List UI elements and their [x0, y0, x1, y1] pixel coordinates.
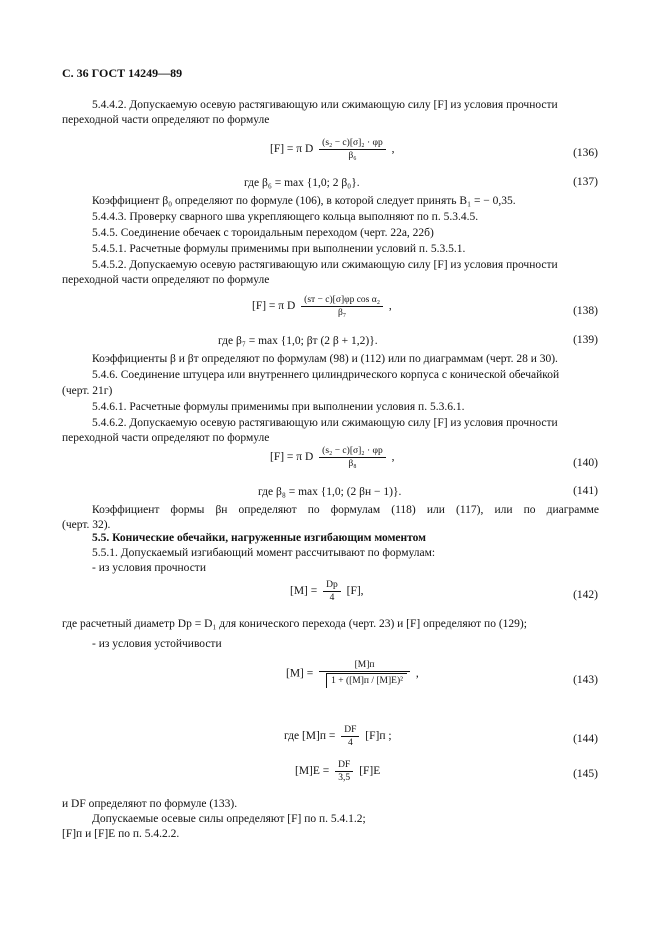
paragraph-5-4-5-2-cont: переходной части определяют по формуле [62, 274, 270, 286]
paragraph-5-4-6: 5.4.6. Соединение штуцера или внутреннего цилиндрического корпуса с конической обечайкой [92, 369, 560, 381]
equation-number-138: (138) [573, 305, 598, 317]
formula-142-lhs: [M] = [290, 585, 318, 598]
formula-138-lhs: [F] = π D [252, 300, 296, 313]
formula-138 [252, 295, 392, 318]
equation-number-144: (144) [573, 733, 598, 745]
formula-144-fraction [341, 725, 359, 748]
equation-number-141: (141) [573, 485, 598, 497]
paragraph-5-4-5: 5.4.5. Соединение обечаек с тороидальным переходом (черт. 22а, 22б) [92, 227, 434, 239]
formula-143-fraction [319, 660, 410, 688]
formula-140-lhs: [F] = π D [270, 451, 314, 464]
paragraph-5-4-4-3: 5.4.4.3. Проверку сварного шва укрепляющего кольца выполняют по п. 5.3.4.5. [92, 211, 479, 223]
paragraph-5-4-5-2: 5.4.5.2. Допускаемую осевую растягивающую или сжимающую силу [F] из условия прочности [92, 259, 558, 271]
formula-145-fraction [335, 760, 353, 783]
formula-142 [290, 580, 364, 603]
formula-142-rhs: [F], [346, 585, 364, 598]
equation-number-137: (137) [573, 176, 598, 188]
formula-139: где β₇ = max {1,0; βт (2 β + 1,2)}. [218, 335, 378, 347]
formula-143-sqrt: 1 + ([M]п / [M]E)² [326, 673, 407, 688]
equation-number-143: (143) [573, 674, 598, 686]
equation-number-145: (145) [573, 768, 598, 780]
formula-144-numerator: DF [344, 725, 357, 735]
equation-number-142: (142) [573, 589, 598, 601]
formula-140-numerator: (s₂ − c)[σ]₂ · φр [322, 446, 383, 456]
formula-138-denominator: β₇ [301, 306, 383, 318]
paragraph-5-4-4-2-cont: переходной части определяют по формуле [62, 114, 270, 126]
equation-number-139: (139) [573, 334, 598, 346]
formula-144-rhs: [F]п ; [365, 730, 392, 743]
formula-143-tail: , [415, 667, 419, 680]
formula-136-fraction [319, 138, 386, 161]
formula-145-lhs: [M]E = [295, 765, 330, 778]
formula-138-numerator: (sт − c)[σ]φр cos α₂ [304, 295, 381, 305]
paragraph-5-4-6-cont: (черт. 21г) [62, 385, 113, 397]
equation-number-140: (140) [573, 457, 598, 469]
formula-143-lhs: [M] = [286, 667, 314, 680]
formula-136-tail: , [391, 143, 395, 156]
formula-136-lhs: [F] = π D [270, 143, 314, 156]
page-header: С. 36 ГОСТ 14249—89 [62, 66, 183, 80]
formula-145-rhs: [F]E [359, 765, 381, 778]
formula-144 [284, 725, 392, 748]
formula-140-tail: , [391, 451, 395, 464]
formula-142-fraction [323, 580, 341, 603]
formula-136-denominator: β₆ [319, 149, 386, 161]
paragraph-5-4-4-2: 5.4.4.2. Допускаемую осевую растягивающую или сжимающую силу [F] из условия прочности [92, 99, 558, 111]
formula-143-numerator: [M]п [354, 660, 375, 670]
formula-138-fraction [301, 295, 383, 318]
paragraph-strength-condition: - из условия прочности [92, 562, 206, 574]
paragraph-5-5-1: 5.5.1. Допускаемый изгибающий момент рассчитывают по формулам: [92, 547, 436, 559]
formula-141: где β₈ = max {1,0; (2 βн − 1)}. [258, 486, 402, 498]
formula-138-tail: , [388, 300, 392, 313]
paragraph-5-4-6-2-cont: переходной части определяют по формуле [62, 432, 270, 444]
formula-140-fraction [319, 446, 386, 469]
formula-143-denominator [319, 671, 410, 688]
formula-140-denominator: β₈ [319, 457, 386, 469]
paragraph-coef-form: Коэффициент формы βн определяют по формулам (118) или (117), или по диаграмме [92, 504, 599, 516]
paragraph-coef-beta0: Коэффициент β₀ определяют по формуле (106), в которой следует принять B₁ = − 0,35. [92, 195, 516, 207]
paragraph-allowable-forces: Допускаемые осевые силы определяют [F] по п. 5.4.1.2; [92, 813, 366, 825]
paragraph-coef-beta: Коэффициенты β и βт определяют по формулам (98) и (112) или по диаграммам (черт. 28 и 30). [92, 353, 558, 365]
paragraph-coef-form-cont: (черт. 32). [62, 519, 111, 531]
paragraph-5-4-5-1: 5.4.5.1. Расчетные формулы применимы при выполнении условий п. 5.3.5.1. [92, 243, 466, 255]
paragraph-df-definition: и DF определяют по формуле (133). [62, 798, 238, 810]
paragraph-forces-ref: [F]п и [F]E по п. 5.4.2.2. [62, 828, 180, 840]
formula-144-denominator: 4 [341, 736, 359, 748]
formula-137: где β₆ = max {1,0; 2 β₀}. [244, 177, 360, 189]
paragraph-design-diameter: где расчетный диаметр Dр = D₁ для конического перехода (черт. 23) и [F] определяют по (129); [62, 618, 527, 630]
paragraph-stability-condition: - из условия устойчивости [92, 638, 222, 650]
formula-142-numerator: Dр [326, 580, 338, 590]
formula-143 [286, 660, 419, 688]
formula-140 [270, 446, 394, 469]
formula-145-denominator: 3,5 [335, 771, 353, 783]
section-5-5-title: 5.5. Конические обечайки, нагруженные изгибающим моментом [92, 532, 426, 544]
formula-136-numerator: (s₂ − c)[σ]₂ · φр [322, 138, 383, 148]
formula-144-lhs: где [M]п = [284, 730, 336, 743]
paragraph-5-4-6-2: 5.4.6.2. Допускаемую осевую растягивающую или сжимающую силу [F] из условия прочности [92, 417, 558, 429]
formula-145-numerator: DF [338, 760, 351, 770]
formula-145 [295, 760, 380, 783]
equation-number-136: (136) [573, 147, 598, 159]
formula-142-denominator: 4 [323, 591, 341, 603]
paragraph-5-4-6-1: 5.4.6.1. Расчетные формулы применимы при выполнении условия п. 5.3.6.1. [92, 401, 465, 413]
formula-136 [270, 138, 394, 161]
